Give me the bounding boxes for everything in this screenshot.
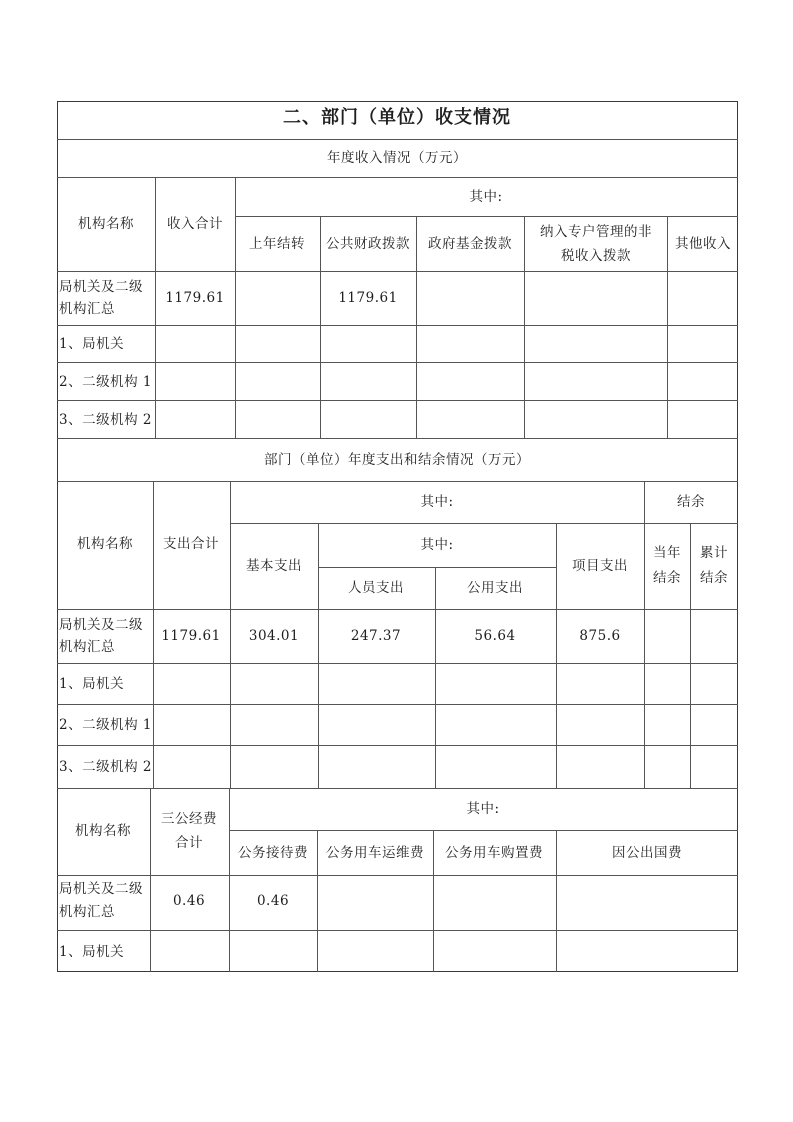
rule — [644, 481, 645, 788]
rule — [435, 567, 436, 788]
rule — [57, 400, 738, 401]
expense-header-basic: 基本支出 — [246, 558, 302, 574]
income-row-summary-fiscal: 1179.61 — [338, 290, 398, 306]
three-header-org: 机构名称 — [75, 823, 131, 839]
rule — [690, 523, 691, 788]
expense-header-balance: 结余 — [677, 494, 705, 510]
rule — [57, 177, 738, 178]
rule — [153, 481, 154, 788]
expense-row-summary-basic: 304.01 — [248, 628, 300, 644]
three-header-total-line1: 三公经费 — [161, 811, 217, 827]
rule — [57, 930, 738, 931]
page-title: 二、部门（单位）收支情况 — [283, 107, 511, 128]
expense-header-cum-line2: 结余 — [700, 570, 728, 586]
income-header-among: 其中: — [469, 189, 503, 205]
rule — [235, 216, 738, 217]
rule — [57, 745, 738, 746]
rule — [229, 830, 738, 831]
income-col-fiscal: 公共财政拨款 — [326, 236, 410, 252]
expense-row-summary-org-line2: 机构汇总 — [59, 639, 115, 655]
rule — [57, 788, 738, 789]
expense-header-current-line1: 当年 — [653, 545, 681, 561]
three-col-vehicle-ops: 公务用车运维费 — [326, 845, 424, 861]
three-row-summary-org-line1: 局机关及二级 — [59, 881, 143, 897]
three-row-org: 1、局机关 — [59, 944, 125, 960]
income-row-summary-total: 1179.61 — [165, 290, 225, 306]
three-header-among: 其中: — [466, 801, 500, 817]
three-col-vehicle-purchase: 公务用车购置费 — [445, 845, 543, 861]
rule — [57, 609, 738, 610]
income-col-gov-fund: 政府基金拨款 — [428, 236, 512, 252]
income-row-summary-org-line2: 机构汇总 — [59, 301, 115, 317]
expense-row-org: 1、局机关 — [59, 676, 125, 692]
expense-header-org: 机构名称 — [77, 536, 133, 552]
income-col-nontax-line1: 纳入专户管理的非 — [540, 224, 652, 240]
rule — [556, 523, 557, 788]
expense-header-total: 支出合计 — [163, 536, 219, 552]
rule — [667, 216, 668, 438]
expense-header-among: 其中: — [420, 494, 454, 510]
rule — [433, 830, 434, 972]
three-col-overseas: 因公出国费 — [612, 845, 682, 861]
expense-row-summary-org-line1: 局机关及二级 — [59, 617, 143, 633]
rule — [320, 216, 321, 438]
rule — [57, 875, 738, 876]
rule — [556, 830, 557, 972]
income-col-other: 其他收入 — [675, 236, 731, 252]
expense-row-summary-total: 1179.61 — [161, 628, 221, 644]
income-caption: 年度收入情况（万元） — [327, 150, 467, 166]
rule — [229, 788, 230, 972]
expense-header-public: 公用支出 — [467, 580, 523, 596]
three-col-reception: 公务接待费 — [238, 845, 308, 861]
income-header-total: 收入合计 — [167, 216, 223, 232]
expense-header-personnel: 人员支出 — [348, 580, 404, 596]
rule — [230, 481, 231, 788]
expense-caption: 部门（单位）年度支出和结余情况（万元） — [264, 452, 530, 468]
rule — [57, 139, 738, 140]
rule — [57, 663, 738, 664]
income-row-summary-org-line1: 局机关及二级 — [59, 279, 143, 295]
income-row-org: 2、二级机构 1 — [59, 374, 152, 390]
expense-row-summary-project: 875.6 — [579, 628, 621, 644]
expense-row-summary-public: 56.64 — [474, 628, 516, 644]
rule — [57, 271, 738, 272]
rule — [416, 216, 417, 438]
expense-header-among2: 其中: — [420, 537, 454, 553]
rule — [318, 567, 556, 568]
income-row-org: 1、局机关 — [59, 336, 125, 352]
rule — [57, 438, 738, 439]
expense-header-current-line2: 结余 — [653, 570, 681, 586]
expense-row-org: 3、二级机构 2 — [59, 759, 152, 775]
rule — [235, 177, 236, 438]
three-row-summary-reception: 0.46 — [256, 893, 290, 909]
expense-row-org: 2、二级机构 1 — [59, 717, 152, 733]
three-row-summary-org-line2: 机构汇总 — [59, 904, 115, 920]
income-col-carryover: 上年结转 — [249, 236, 305, 252]
rule — [57, 325, 738, 326]
expense-header-project: 项目支出 — [572, 558, 628, 574]
three-header-total-line2: 合计 — [175, 835, 203, 851]
income-header-org: 机构名称 — [78, 216, 134, 232]
income-col-nontax-line2: 税收入拨款 — [561, 248, 631, 264]
rule — [524, 216, 525, 438]
rule — [150, 788, 151, 972]
rule — [318, 523, 319, 788]
expense-row-summary-personnel: 247.37 — [350, 628, 402, 644]
rule — [57, 362, 738, 363]
rule — [230, 523, 738, 524]
rule — [317, 830, 318, 972]
income-row-org: 3、二级机构 2 — [59, 412, 152, 428]
rule — [57, 481, 738, 482]
three-row-summary-total: 0.46 — [172, 893, 206, 909]
rule — [57, 704, 738, 705]
expense-header-cum-line1: 累计 — [700, 545, 728, 561]
rule — [155, 177, 156, 438]
